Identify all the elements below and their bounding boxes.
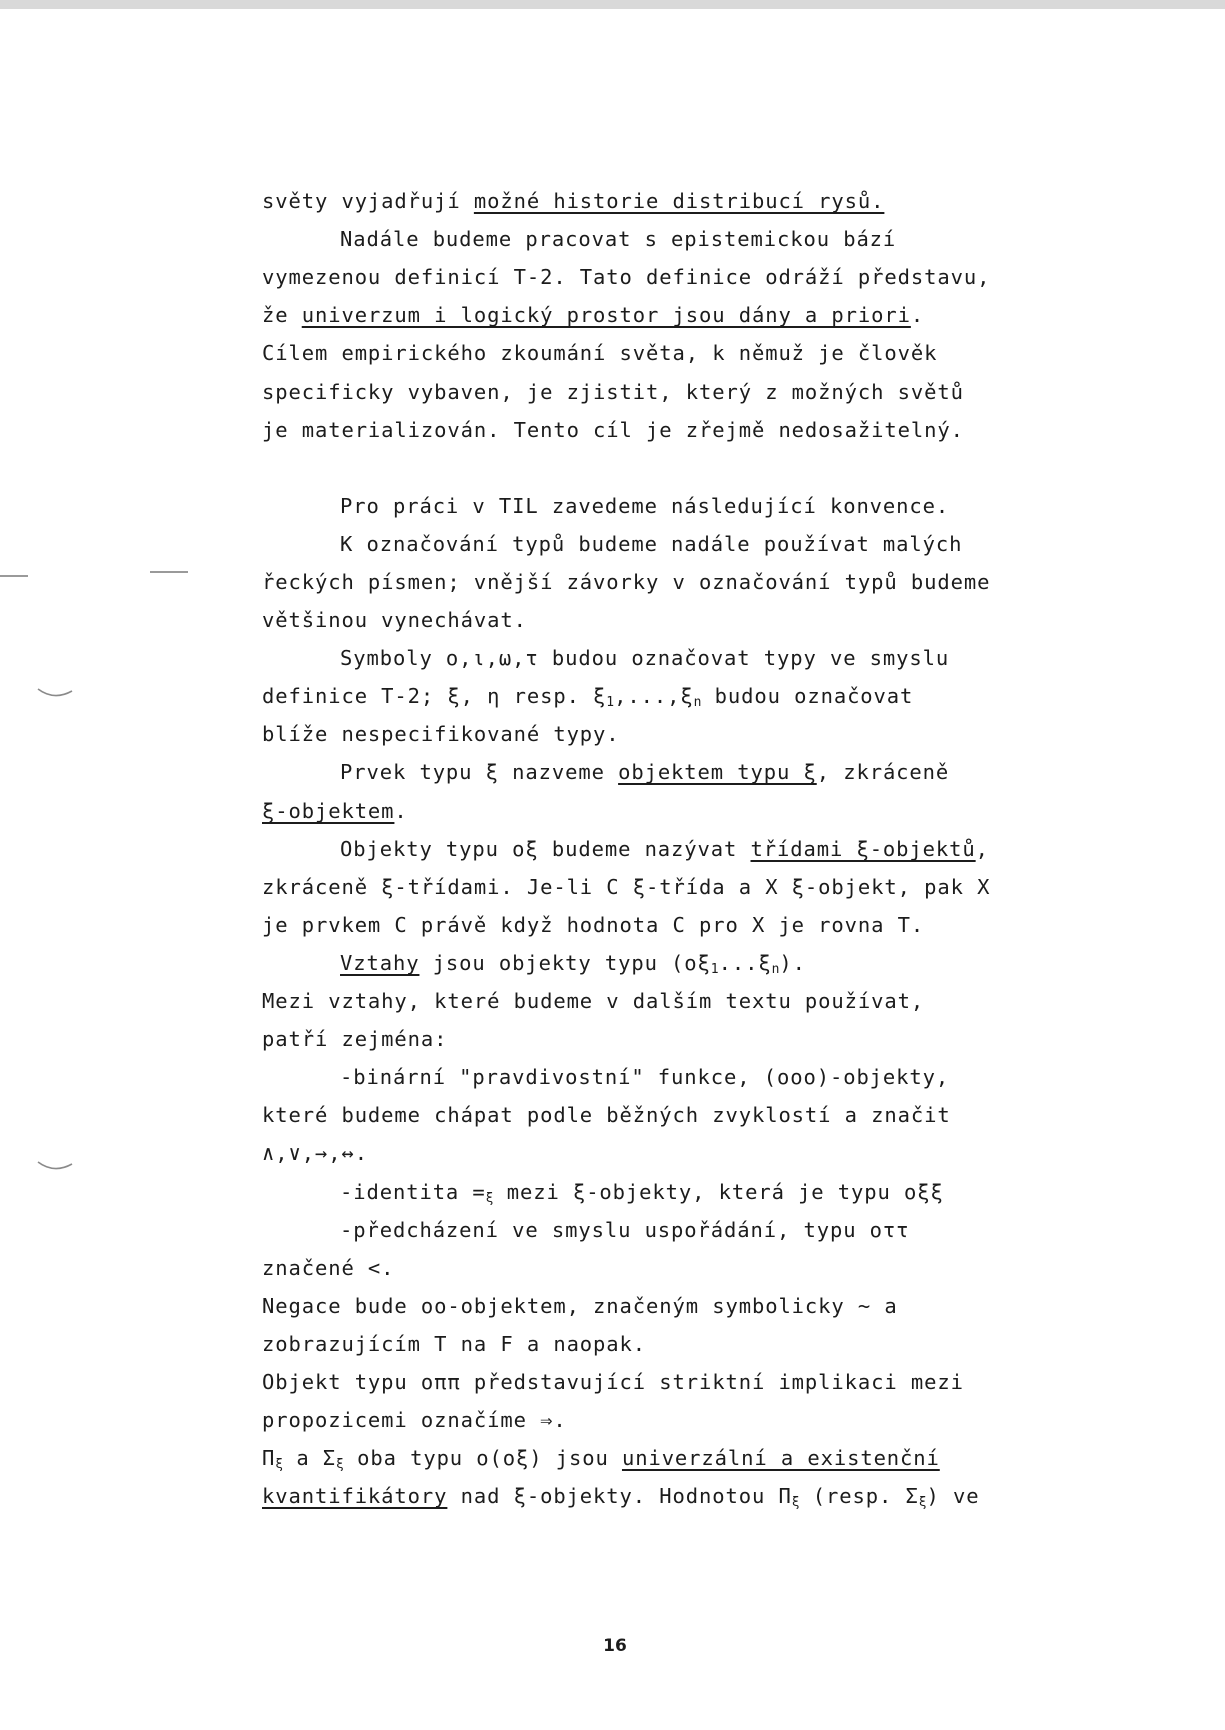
underlined-term: Vztahy bbox=[340, 951, 420, 975]
text-line bbox=[340, 836, 989, 862]
subscript: ξ bbox=[275, 1457, 284, 1472]
text-run: zobrazujícím T na F a naopak. bbox=[262, 1332, 647, 1356]
text-run: . bbox=[910, 303, 925, 327]
text-line bbox=[340, 645, 949, 671]
text-line bbox=[262, 1140, 368, 1166]
text-line bbox=[262, 683, 913, 716]
text-line bbox=[262, 1255, 394, 1281]
text-run: ). bbox=[779, 951, 806, 975]
text-run: že bbox=[262, 303, 302, 327]
text-line bbox=[262, 874, 990, 900]
text-line bbox=[262, 340, 937, 366]
text-line bbox=[262, 988, 924, 1014]
text-run: Objekty typu οξ budeme nazývat bbox=[340, 837, 751, 861]
text-line bbox=[262, 798, 408, 824]
text-line bbox=[262, 417, 964, 443]
text-line bbox=[262, 1445, 940, 1478]
subscript: ξ bbox=[336, 1457, 344, 1472]
text-run: Nadále budeme pracovat s epistemickou bází bbox=[340, 227, 897, 251]
text-run: ∧,∨,→,↔. bbox=[262, 1141, 368, 1165]
text-run: , bbox=[975, 837, 989, 861]
text-line bbox=[340, 531, 962, 557]
text-run: -binární "pravdivostní" funkce, (οοο)-objekty, bbox=[340, 1065, 950, 1089]
text-run: (resp. Σ bbox=[799, 1484, 919, 1508]
text-line bbox=[262, 1483, 980, 1516]
text-run: Objekt typu οππ představující striktní implikaci mezi bbox=[262, 1370, 964, 1394]
underlined-term: univerzální a existenční bbox=[621, 1446, 940, 1470]
text-run: blíže nespecifikované typy. bbox=[262, 722, 620, 746]
text-run: značené <. bbox=[262, 1256, 395, 1280]
text-run: vymezenou definicí T-2. Tato definice odráží představu, bbox=[262, 265, 991, 289]
text-run: specificky vybaven, je zjistit, který z možných světů bbox=[262, 380, 964, 404]
text-run: je prvkem C právě když hodnota C pro X je rovna T. bbox=[262, 913, 925, 937]
text-run: Mezi vztahy, které budeme v dalším textu používat, bbox=[262, 989, 925, 1013]
punch-hole-mark bbox=[36, 685, 76, 705]
text-run: Symboly ο,ι,ω,τ budou označovat typy ve smyslu bbox=[340, 646, 950, 670]
text-run: Prvek typu ξ nazveme bbox=[340, 760, 619, 784]
text-line bbox=[262, 188, 884, 214]
subscript: n bbox=[771, 962, 780, 977]
text-run: definice T-2; ξ, η resp. ξ bbox=[262, 684, 607, 708]
text-line bbox=[262, 607, 527, 633]
text-line bbox=[340, 493, 949, 519]
text-run: . bbox=[394, 799, 408, 823]
text-run: jsou objekty typu (οξ bbox=[419, 951, 711, 975]
punch-hole-mark bbox=[36, 1158, 76, 1178]
text-line bbox=[340, 950, 806, 983]
text-run: mezi ξ-objekty, která je typu οξξ bbox=[493, 1180, 944, 1204]
subscript: 1 bbox=[710, 962, 719, 977]
text-run: oba typu ο(οξ) jsou bbox=[343, 1446, 622, 1470]
text-run: řeckých písmen; vnější závorky v označování typů budeme bbox=[262, 570, 991, 594]
text-run: Pro práci v TIL zavedeme následující konvence. bbox=[340, 494, 950, 518]
text-run: je materializován. Tento cíl je zřejmě nedosažitelný. bbox=[262, 418, 964, 442]
margin-mark bbox=[150, 571, 188, 573]
text-run: patří zejména: bbox=[262, 1027, 448, 1051]
text-line bbox=[262, 912, 924, 938]
text-run: světy vyjadřují bbox=[262, 189, 474, 213]
text-line bbox=[340, 1064, 949, 1090]
underlined-term: možné historie distribucí rysů. bbox=[473, 189, 885, 213]
text-run: K označování typů budeme nadále používat malých bbox=[340, 532, 963, 556]
subscript: n bbox=[693, 695, 702, 710]
text-run: Negace bude οο-objektem, značeným symbolicky ~ a bbox=[262, 1294, 898, 1318]
text-run: ...ξ bbox=[718, 951, 772, 975]
scan-edge bbox=[0, 0, 1225, 9]
text-run: zkráceně ξ-třídami. Je-li C ξ-třída a X ξ-objekt, pak X bbox=[262, 875, 991, 899]
underlined-term: třídami ξ-objektů bbox=[750, 837, 976, 861]
text-run: budou označovat bbox=[701, 684, 914, 708]
text-line bbox=[262, 1293, 898, 1319]
text-line bbox=[262, 379, 964, 405]
underlined-term: ξ-objektem bbox=[262, 799, 395, 823]
text-run: a Σ bbox=[283, 1446, 337, 1470]
text-run: nad ξ-objekty. Hodnotou Π bbox=[447, 1484, 792, 1508]
text-line bbox=[262, 569, 990, 595]
text-line bbox=[262, 1026, 447, 1052]
text-run: ,...,ξ bbox=[614, 684, 694, 708]
underlined-term: objektem typu ξ bbox=[618, 760, 817, 784]
subscript: ξ bbox=[791, 1495, 800, 1510]
text-line bbox=[340, 759, 949, 785]
text-line bbox=[262, 1369, 964, 1395]
text-line bbox=[262, 302, 924, 328]
text-line bbox=[340, 1179, 944, 1212]
text-run: propozicemi označíme ⇒. bbox=[262, 1408, 567, 1432]
text-run: ) ve bbox=[926, 1484, 980, 1508]
text-run: Cílem empirického zkoumání světa, k němuž je člověk bbox=[262, 341, 938, 365]
text-line bbox=[340, 226, 896, 252]
text-run: většinou vynechávat. bbox=[262, 608, 527, 632]
text-run: Π bbox=[262, 1446, 276, 1470]
subscript: 1 bbox=[606, 695, 615, 710]
underlined-term: univerzum i logický prostor jsou dány a priori bbox=[301, 303, 911, 327]
text-line bbox=[262, 1407, 567, 1433]
text-run: -identita = bbox=[340, 1180, 486, 1204]
underlined-term: kvantifikátory bbox=[262, 1484, 448, 1508]
subscript: ξ bbox=[918, 1495, 927, 1510]
text-run: které budeme chápat podle běžných zvyklostí a značit bbox=[262, 1103, 951, 1127]
margin-mark bbox=[0, 575, 28, 577]
text-line bbox=[262, 1331, 646, 1357]
text-run: -předcházení ve smyslu uspořádání, typu οττ bbox=[340, 1218, 910, 1242]
text-line bbox=[262, 721, 620, 747]
subscript: ξ bbox=[485, 1191, 494, 1206]
text-run: , zkráceně bbox=[816, 760, 950, 784]
text-line bbox=[340, 1217, 909, 1243]
text-line bbox=[262, 264, 990, 290]
page-number: 16 bbox=[603, 1636, 627, 1656]
text-line bbox=[262, 1102, 951, 1128]
